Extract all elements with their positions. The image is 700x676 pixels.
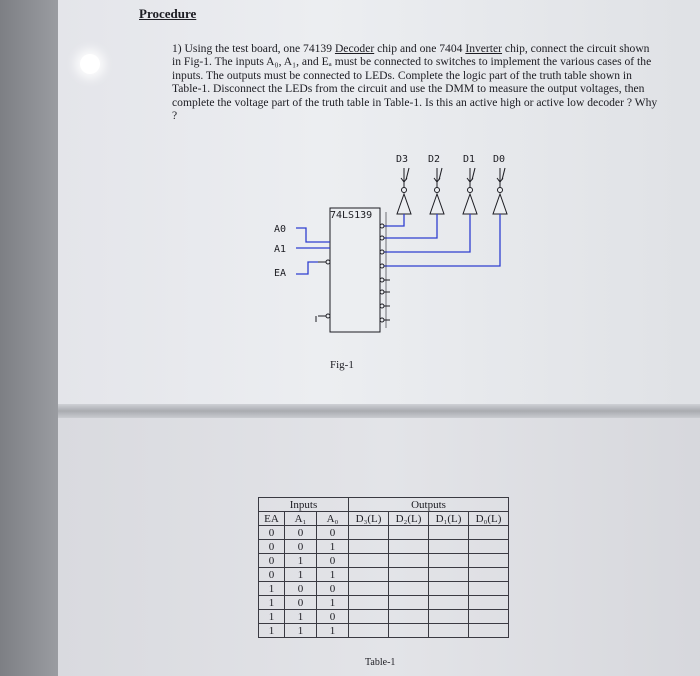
cell-d3 (349, 540, 389, 554)
cell-ea: 1 (259, 596, 285, 610)
cell-d0 (469, 526, 509, 540)
cell-d0 (469, 554, 509, 568)
input-wires (296, 228, 330, 274)
cell-a0: 1 (317, 624, 349, 638)
cell-d2 (389, 526, 429, 540)
cell-d3 (349, 568, 389, 582)
cell-d0 (469, 582, 509, 596)
cell-ea: 0 (259, 540, 285, 554)
decoder-chip (330, 208, 380, 332)
cell-d3 (349, 610, 389, 624)
cell-a1: 0 (285, 526, 317, 540)
instruction-paragraph (172, 42, 658, 122)
cell-d0 (469, 596, 509, 610)
cell-d1 (429, 554, 469, 568)
cell-a1: 0 (285, 582, 317, 596)
procedure-heading: Procedure (139, 6, 197, 21)
output-label-d0: D0 (493, 154, 506, 165)
cell-d3 (349, 526, 389, 540)
cell-d2 (389, 596, 429, 610)
cell-a0: 1 (317, 540, 349, 554)
table-row (259, 596, 509, 610)
instruction-text-3: chip, connect the circuit shown in Fig-1. The inputs A₀, A₁, and Eₐ must be connected to switches to implement the various cases of the inputs. The outputs must be connected to LEDs. Complete the logic part of the truth table shown in Table-1. Disconnect the LEDs from the circuit and use the DMM to measure the output voltages, then complete the voltage part of the truth table in Table-1. Is this an active high or active low decoder ? Why ? (172, 42, 658, 123)
cell-a0: 0 (317, 526, 349, 540)
cell-d1 (429, 624, 469, 638)
cell-a0: 0 (317, 610, 349, 624)
cell-a1: 0 (285, 540, 317, 554)
header-d0: D₀(L) (469, 512, 509, 526)
header-d2: D₂(L) (389, 512, 429, 526)
cell-ea: 0 (259, 554, 285, 568)
output-label-d2: D2 (428, 154, 441, 165)
instruction-inverter-word: Inverter (465, 42, 503, 55)
cell-a1: 0 (285, 596, 317, 610)
table-row (259, 610, 509, 624)
cell-ea: 1 (259, 624, 285, 638)
cell-d1 (429, 526, 469, 540)
instruction-text-2: chip and one 7404 (374, 42, 466, 55)
table-row (259, 554, 509, 568)
cell-d1 (429, 540, 469, 554)
cell-d1 (429, 582, 469, 596)
background-edge (0, 0, 58, 676)
light-glare (80, 54, 100, 74)
cell-d2 (389, 582, 429, 596)
output-label-d1: D1 (463, 154, 476, 165)
cell-a1: 1 (285, 554, 317, 568)
cell-a0: 0 (317, 582, 349, 596)
cell-d0 (469, 568, 509, 582)
header-a0: A₀ (317, 512, 349, 526)
cell-a0: 1 (317, 596, 349, 610)
cell-d2 (389, 554, 429, 568)
outputs-group-header: Outputs (349, 498, 509, 512)
cell-a0: 0 (317, 554, 349, 568)
header-d1: D₁(L) (429, 512, 469, 526)
cell-d1 (429, 596, 469, 610)
inputs-group-header: Inputs (259, 498, 349, 512)
input-label-a0: A0 (274, 224, 287, 235)
figure-caption: Fig-1 (330, 359, 354, 371)
cell-d3 (349, 596, 389, 610)
cell-a1: 1 (285, 624, 317, 638)
decoder-circuit-diagram (260, 150, 520, 350)
cell-d3 (349, 582, 389, 596)
table-row (259, 568, 509, 582)
cell-d0 (469, 610, 509, 624)
header-a1: A₁ (285, 512, 317, 526)
cell-ea: 0 (259, 526, 285, 540)
chip-input-pins (316, 260, 330, 322)
header-d3: D₃(L) (349, 512, 389, 526)
cell-d2 (389, 610, 429, 624)
cell-d1 (429, 568, 469, 582)
inverter-gates (397, 182, 507, 214)
cell-ea: 0 (259, 568, 285, 582)
page-divider (58, 404, 700, 418)
input-label-a1: A1 (274, 244, 287, 255)
led-indicators (401, 168, 505, 182)
table-row (259, 582, 509, 596)
header-ea: EA (259, 512, 285, 526)
cell-d0 (469, 624, 509, 638)
cell-d3 (349, 624, 389, 638)
cell-ea: 1 (259, 610, 285, 624)
chip-output-pins (380, 224, 390, 322)
cell-ea: 1 (259, 582, 285, 596)
cell-a1: 1 (285, 610, 317, 624)
cell-d2 (389, 540, 429, 554)
output-wires (382, 214, 500, 266)
chip-label: 74LS139 (330, 210, 373, 221)
cell-d1 (429, 610, 469, 624)
table-row (259, 540, 509, 554)
instruction-text-1: 1) Using the test board, one 74139 (172, 42, 335, 55)
input-label-ea: EA (274, 268, 287, 279)
cell-a0: 1 (317, 568, 349, 582)
truth-table (258, 497, 509, 638)
cell-d0 (469, 540, 509, 554)
output-label-d3: D3 (396, 154, 409, 165)
instruction-decoder-word: Decoder (334, 42, 375, 55)
cell-a1: 1 (285, 568, 317, 582)
table-row (259, 624, 509, 638)
table-row (259, 526, 509, 540)
cell-d2 (389, 624, 429, 638)
cell-d2 (389, 568, 429, 582)
cell-d3 (349, 554, 389, 568)
table-caption: Table-1 (365, 657, 396, 668)
